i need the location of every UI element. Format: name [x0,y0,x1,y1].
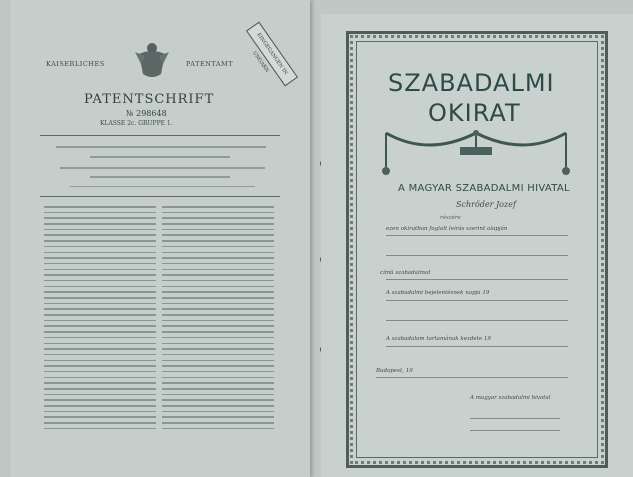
fill-line [386,346,568,347]
divider [40,135,280,136]
certificate-text-line: A szabadalmi bejelentésnek napja 19 [386,290,490,296]
text-column-left [44,206,156,434]
inventor-place-line [90,156,230,158]
certificate-title-line2: OKIRAT [428,99,521,127]
fill-line [386,300,568,301]
patent-class: KLASSE 2c. GRUPPE 1. [100,120,173,127]
text-column-right [162,206,274,434]
patent-subject-line [60,167,265,169]
patent-subject-line [90,176,230,178]
certificate-text-line: A magyar szabadalmi hivatal [470,395,551,401]
header-left-text: KAISERLICHES [46,60,105,68]
patent-title: PATENTSCHRIFT [84,92,215,107]
inventor-names-line [56,146,266,148]
header-right-text: PATENTAMT [186,60,234,68]
certificate-text-line: A szabadalom tartamának kezdete 19 [386,336,491,342]
fill-line [376,377,568,378]
applicant-signature: Schröder Jozef [456,200,516,209]
patent-date-line [70,186,255,187]
garland-ornament [378,127,574,177]
fill-line [386,279,568,280]
patent-number: № 298648 [126,109,167,118]
certificate-title-line1: SZABADALMI [388,69,555,97]
imperial-eagle-emblem [135,40,169,82]
divider [40,196,280,197]
signature-line [470,418,560,419]
imperial-header [46,60,234,68]
certificate-text-line: ezen okiratban foglalt leírás szerint alapján [386,226,508,232]
fill-line [386,320,568,321]
receipt-stamp: EINGEGANGEN IN UNGARN [246,22,298,87]
issuing-office: A MAGYAR SZABADALMI HIVATAL [398,183,570,194]
applicant-line: részére [440,215,461,221]
certificate-text-line: Budapest, 19 [376,368,413,374]
fill-line [386,255,568,256]
signature-line [470,430,560,431]
fill-line [386,235,568,236]
certificate-text-line: címü szabadalmat [380,270,431,276]
